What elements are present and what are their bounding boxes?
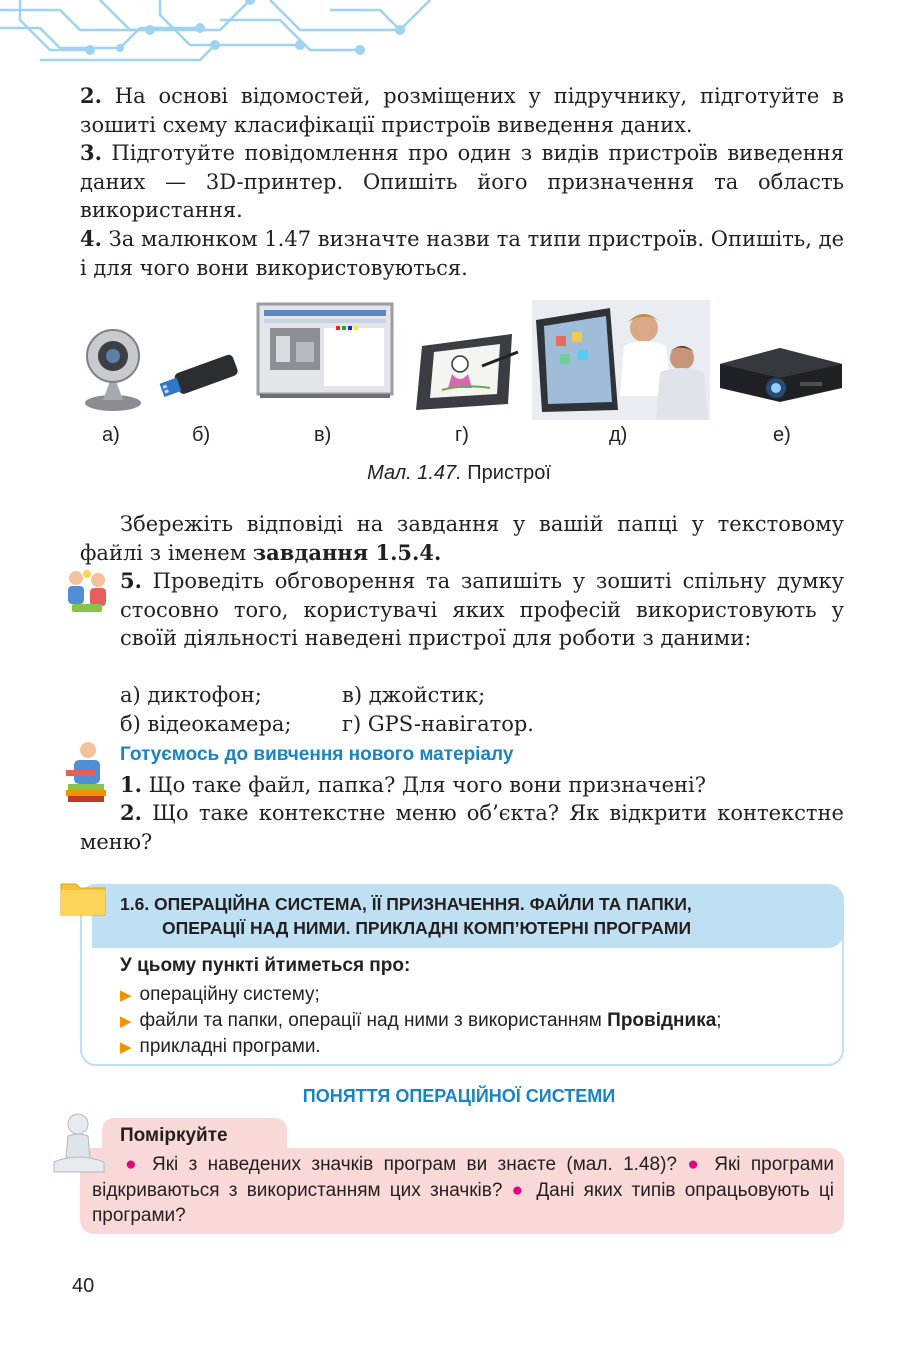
figure-label-b: б) xyxy=(192,424,211,446)
task-3-text: Підготуйте повідомлення про один з видів пристроїв виведення даних — 3D-принтер. Опишіть його призначення та область використання. xyxy=(80,141,844,222)
think-text: ● Які з наведених значків програм ви знаєте (мал. 1.48)? ● Які програми відкриваються з використанням цих значків? ● Дані яких типів опрацьовують ці програми? xyxy=(92,1154,835,1226)
prepare-q2-number: 2. xyxy=(120,800,142,825)
topic-item: ▶ прикладні програми. xyxy=(120,1036,321,1057)
circuit-decoration xyxy=(0,0,440,70)
topic-item: ▶ операційну систему; xyxy=(120,984,320,1005)
topic-item: ▶ файли та папки, операції над ними з використанням Провідника; xyxy=(120,1010,722,1031)
interactive-whiteboard-image xyxy=(256,302,394,400)
task-3-number: 3. xyxy=(80,140,102,165)
section-title-line-1: 1.6. ОПЕРАЦІЙНА СИСТЕМА, ЇЇ ПРИЗНАЧЕННЯ. ФАЙЛИ ТА ПАПКИ, xyxy=(120,894,692,914)
task-2-text: На основі відомостей, розміщених у підручнику, підготуйте в зошиті схему класифікації пристроїв виведення даних. xyxy=(80,84,844,137)
prepare-q1-number: 1. xyxy=(120,772,142,797)
task-2-number: 2. xyxy=(80,83,102,108)
figure-label-f: е) xyxy=(773,424,791,446)
reading-person-icon xyxy=(60,740,112,808)
task-4 xyxy=(80,225,844,282)
task-5-options xyxy=(120,681,534,738)
pink-dot-icon: ● xyxy=(687,1154,704,1175)
option-a: а) диктофон; xyxy=(120,683,262,707)
triangle-bullet-icon: ▶ xyxy=(120,1039,132,1056)
topic-list xyxy=(120,982,722,1060)
task-2 xyxy=(80,82,844,139)
save-note-text: Збережіть відповіді на завдання у вашій папці у текстовому файлі з іменем xyxy=(80,512,844,565)
prepare-q2-text: Що таке контекстне меню об’єкта? Як відкрити контекстне меню? xyxy=(80,801,844,854)
usb-flash-drive-image xyxy=(154,348,244,408)
triangle-bullet-icon: ▶ xyxy=(120,987,132,1004)
folder-icon xyxy=(60,880,106,916)
task-4-number: 4. xyxy=(80,226,102,251)
task-4-text: За малюнком 1.47 визначте назви та типи пристроїв. Опишіть, де і для чого вони використовуються. xyxy=(80,227,844,280)
prepare-heading: Готуємось до вивчення нового матеріалу xyxy=(120,744,514,765)
touch-screen-people-image xyxy=(532,300,710,420)
option-d: г) GPS-навігатор. xyxy=(342,711,534,736)
figure-label-d: г) xyxy=(455,424,469,446)
graphics-tablet-image xyxy=(412,326,520,414)
topic-intro: У цьому пункті йтиметься про: xyxy=(120,955,411,976)
figure-caption xyxy=(0,462,918,485)
section-title-line-2: ОПЕРАЦІЇ НАД НИМИ. ПРИКЛАДНІ КОМП’ЮТЕРНІ ПРОГРАМИ xyxy=(162,918,692,938)
option-b: б) відеокамера; xyxy=(120,711,292,736)
prepare-question-2 xyxy=(80,799,844,856)
figure-label-c: в) xyxy=(314,424,332,446)
figure-caption-text: Пристрої xyxy=(467,462,551,484)
save-note-filename: завдання 1.5.4. xyxy=(252,539,442,565)
pink-dot-icon: ● xyxy=(120,1154,142,1175)
figure-label-a: а) xyxy=(102,424,120,446)
concept-heading: ПОНЯТТЯ ОПЕРАЦІЙНОЇ СИСТЕМИ xyxy=(302,1086,616,1106)
page-number: 40 xyxy=(72,1275,95,1297)
save-note xyxy=(80,510,844,567)
figure-caption-number: Мал. 1.47. xyxy=(367,462,462,484)
task-5-number: 5. xyxy=(120,568,142,593)
projector-image xyxy=(716,340,846,406)
section-title xyxy=(92,886,844,948)
prepare-question-1 xyxy=(120,771,844,800)
task-5 xyxy=(120,567,844,653)
webcam-image xyxy=(78,328,148,413)
option-c: в) джойстик; xyxy=(342,683,486,707)
triangle-bullet-icon: ▶ xyxy=(120,1013,132,1030)
discussion-icon xyxy=(62,566,112,618)
think-title: Поміркуйте xyxy=(120,1125,228,1146)
pink-dot-icon: ● xyxy=(511,1179,528,1201)
task-3 xyxy=(80,139,844,225)
task-5-text: Проведіть обговорення та запишіть у зошиті спільну думку стосовно того, користувачі яких професій використовують у своїй діяльності наведені пристрої для роботи з даними: xyxy=(120,569,844,650)
figure-label-e: д) xyxy=(609,424,628,446)
prepare-q1-text: Що таке файл, папка? Для чого вони призначені? xyxy=(148,773,707,797)
devices-figure xyxy=(70,298,860,428)
